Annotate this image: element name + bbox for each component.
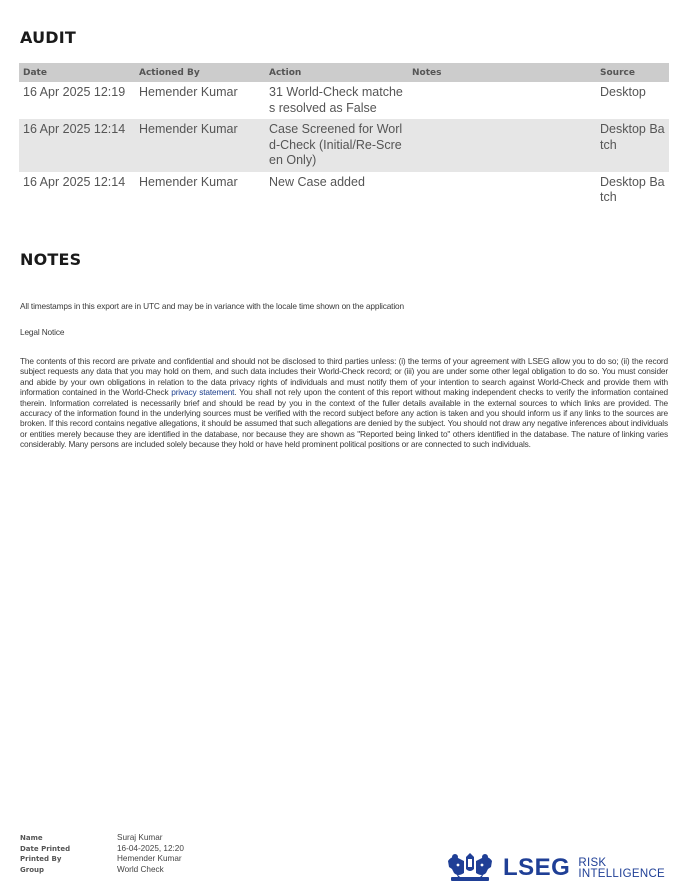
row-source: Desktop: [596, 82, 669, 119]
lseg-wordmark: LSEG: [503, 854, 571, 881]
row-date: 16 Apr 2025 12:19: [19, 82, 135, 119]
group-label: Group: [20, 865, 45, 874]
row-source: Desktop Batch: [596, 119, 669, 172]
row-notes: [408, 82, 596, 119]
audit-header-row: [19, 63, 669, 82]
legal-text-part-1: The contents of this record are private and confidential and should not be disclosed to third parties unless: (i) the terms of your agreement with LSEG allow you to do so; (ii) the record subject requests any data that you may hold on them, and such data includes their World-Check record; or (iii) you are under some other legal obligation to do so. You must consider and abide by your own obligations in relation to the data privacy rights of individuals and must notify them of your intention to search against World-Check and provide them with information contained in the World-Check: [20, 356, 668, 398]
row-source: Desktop Batch: [596, 172, 669, 209]
row-actioned-by: Hemender Kumar: [135, 119, 265, 172]
risk-label: RISK: [578, 857, 607, 869]
timestamps-note: All timestamps in this export are in UTC and may be in variance with the locale time shown on the application: [20, 301, 404, 311]
name-value: Suraj Kumar: [117, 833, 163, 842]
row-actioned-by: Hemender Kumar: [135, 172, 265, 209]
group-value: World Check: [117, 864, 164, 874]
row-notes: [408, 119, 596, 172]
footer-row-name: [20, 833, 184, 844]
notes-title: NOTES: [20, 250, 82, 269]
column-header-action: Action: [265, 63, 408, 82]
row-action: Case Screened for World-Check (Initial/Re-Screen Only): [265, 119, 408, 172]
audit-title: AUDIT: [20, 28, 77, 47]
printed-by-label: Printed By: [20, 855, 62, 863]
table-row: [19, 82, 669, 119]
table-row: [19, 172, 669, 209]
print-footer: [20, 833, 184, 875]
column-header-notes: Notes: [408, 63, 596, 82]
row-notes: [408, 172, 596, 209]
date-printed-label: Date Printed: [20, 844, 71, 853]
table-row: [19, 119, 669, 172]
legal-notice-body: [20, 356, 668, 450]
row-action: 31 World-Check matches resolved as False: [265, 82, 408, 119]
audit-table: [19, 63, 669, 209]
lseg-logo: [446, 851, 665, 884]
row-action: New Case added: [265, 172, 408, 209]
privacy-statement-link[interactable]: privacy statement: [171, 387, 235, 398]
row-actioned-by: Hemender Kumar: [135, 82, 265, 119]
footer-row-group: [20, 865, 184, 876]
name-label: Name: [20, 834, 43, 842]
column-header-actioned-by: Actioned By: [135, 63, 265, 82]
row-date: 16 Apr 2025 12:14: [19, 119, 135, 172]
column-header-date: Date: [19, 63, 135, 82]
footer-row-date-printed: [20, 844, 184, 855]
intelligence-label: INTELLIGENCE: [578, 868, 666, 880]
date-printed-value: 16-04-2025, 12:20: [117, 843, 184, 853]
legal-text-part-2: . You shall not rely upon the content of this report without making independent checks to verify the information contained therein. Information correlated is necessarily brief and should be read by you in the context of the fuller details available in the external sources to which links are provided. The accuracy of the information found in the underlying sources must be verified with the record subject before any action is taken and you should inform us if any links to the sources are broken. If this record contains negative allegations, it should be assumed that such allegations are denied by the subject. You should not draw any negative inferences about individuals or entities merely because they are identified in the database, nor because they are shown as "Reported being linked to" others identified in the database. The nature of linking varies considerably. Many persons are included solely because they hold or have held prominent political positions or are connected to such individuals.: [20, 387, 669, 450]
row-date: 16 Apr 2025 12:14: [19, 172, 135, 209]
risk-intelligence-wordmark: [578, 858, 665, 880]
legal-notice-heading: Legal Notice: [20, 327, 65, 337]
footer-row-printed-by: [20, 854, 184, 865]
lseg-crest-icon: [446, 851, 494, 884]
printed-by-value: Hemender Kumar: [117, 854, 182, 863]
column-header-source: Source: [596, 63, 669, 82]
